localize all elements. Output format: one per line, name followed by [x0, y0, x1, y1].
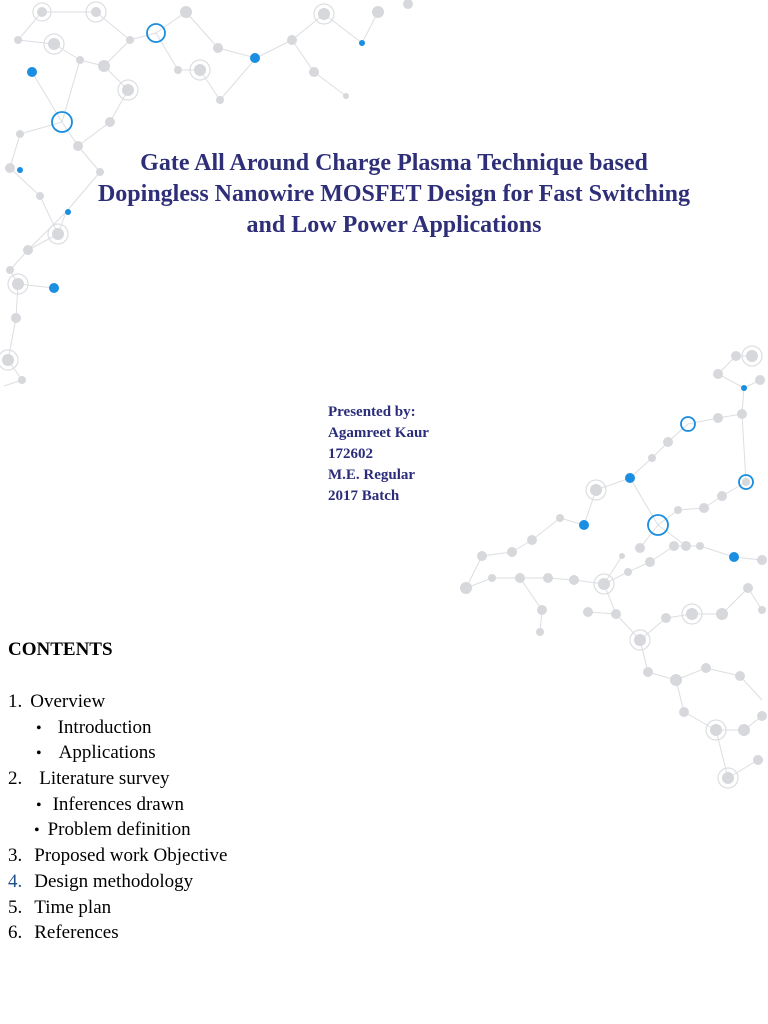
slide-title: [40, 148, 748, 241]
item-text: Inferences drawn: [52, 793, 184, 815]
item-number: 1.: [8, 691, 23, 712]
title-line-2: Dopingless Nanowire MOSFET Design for Fast Switching: [97, 181, 691, 207]
list-item: [8, 895, 227, 921]
item-number: 5.: [8, 896, 23, 918]
list-item: [8, 766, 227, 792]
presenter-program: M.E. Regular: [328, 467, 416, 483]
item-text: Introduction: [57, 716, 152, 738]
presenter-name: Agamreet Kaur: [328, 425, 429, 441]
list-item: [8, 792, 227, 818]
item-text: Applications: [58, 742, 156, 764]
presenter-roll-number: 172602: [328, 446, 373, 462]
item-text: References: [34, 922, 119, 944]
bullet-icon: •: [34, 822, 40, 840]
item-number: 2.: [8, 768, 23, 790]
list-item: [8, 715, 227, 741]
bullet-icon: •: [36, 796, 42, 814]
contents-heading: CONTENTS: [8, 639, 113, 660]
presenter-batch: 2017 Batch: [328, 488, 400, 504]
item-number: 4.: [8, 870, 23, 892]
bullet-icon: •: [36, 745, 42, 763]
item-number: 6.: [8, 922, 23, 944]
bullet-icon: •: [36, 719, 42, 737]
item-text: Proposed work Objective: [34, 845, 228, 867]
title-line-3: and Low Power Applications: [246, 212, 542, 238]
list-item: [8, 817, 227, 843]
item-text: Time plan: [34, 896, 112, 918]
list-item: [8, 689, 227, 715]
item-text: Literature survey: [39, 768, 170, 790]
list-item: [8, 920, 227, 946]
contents-list: [8, 689, 227, 946]
presented-by-label: Presented by:: [328, 404, 416, 420]
item-text: Problem definition: [47, 819, 191, 841]
list-item: [8, 843, 227, 869]
presenter-block: [328, 402, 429, 507]
item-text: Design methodology: [34, 870, 194, 892]
title-line-1: Gate All Around Charge Plasma Technique based: [140, 150, 648, 176]
list-item: [8, 869, 227, 895]
list-item: [8, 740, 227, 766]
item-number: 3.: [8, 845, 23, 867]
item-text: Overview: [30, 691, 106, 712]
